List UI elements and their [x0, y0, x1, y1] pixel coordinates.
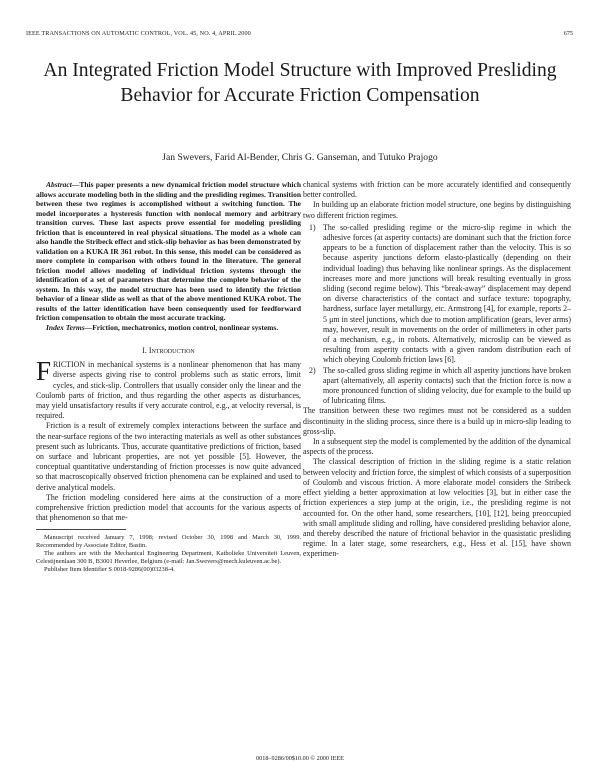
- footnote-pii: Publisher Item Identifier S 0018-9286(00)03238-4.: [44, 566, 175, 574]
- abstract: [36, 180, 301, 323]
- index-terms: [36, 323, 301, 333]
- abstract-label: Abstract—: [46, 180, 80, 189]
- intro-paragraph-3: The friction modeling considered here aims at the construction of a more comprehensive friction prediction model that accounts for the various aspects of that phenomenon so that me-: [36, 492, 301, 523]
- page-number: 675: [563, 30, 573, 37]
- footnote-received: Manuscript received January 7, 1998; revised October 30, 1998 and March 30, 1999. Recommended by Associate Editor, Bastin.: [36, 534, 301, 550]
- list-item-text: The so-called presliding regime or the micro-slip regime in which the adhesive forces (at asperity contacts) are dominant such that the friction force appears to be a function of displacement rather than the velocity. This is so because asperity junctions deform elasto-plastically (depending on their individual loading) thus behaving like nonlinear springs. As the displacement increases more and more junctions will break resulting eventually in gross sliding (second regime below). This “break-away” displacement may depend on diverse characteristics of the contact and surface texture: topography, hardness, surface layer metallurgy, etc. Armstrong [4], for example, reports 2–5 μm in steel junctions, which due to motion amplification (gears, lever arms) may, however, result in movements on the order of millimeters in other parts of a mechanism, e.g., in robots. Alternatively, microslip can be viewed as resulting from asperity contacts with a given random distribution each of which obeying Coulomb friction laws [6].: [323, 222, 571, 365]
- right-paragraph-0: chanical systems with friction can be more accurately identified and consequently better controlled.: [303, 180, 571, 200]
- abstract-text: This paper presents a new dynamical friction model structure which allows accurate modeling both in the sliding and the presliding regimes. Transition between these two regimes is accomplished without a switching function. The model incorporates a hysteresis function with nonlocal memory and arbitrary transition curves. These last aspects prove essential for modeling presliding friction that is encountered in real physical situations. The model as a whole can also handle the Stribeck effect and stick-slip behavior as has been demonstrated by validation on a KUKA IR 361 robot. In this sense, this model can be considered as more complete in comparison with others found in the literature. The general friction model allows modeling of individual friction systems through the identification of a set of parameters that determine the complete behavior of the system. In this way, the model structure has been used to identify the friction behavior of a linear slide as well as that of the above mentioned KUKA robot. The results of the latter identification have been consequently used for feedforward friction compensation to obtain the most accurate tracking.: [36, 180, 301, 322]
- regime-list: [303, 223, 571, 407]
- author-list: Jan Swevers, Farid Al-Bender, Chris G. Ganseman, and Tutuko Prajogo: [162, 152, 438, 163]
- copyright-footer: 0018–9286/00$10.00 © 2000 IEEE: [256, 755, 344, 762]
- section-number: I.: [142, 346, 147, 355]
- list-item: [303, 223, 571, 366]
- index-terms-text: Friction, mechatronics, motion control, nonlinear systems.: [92, 322, 279, 332]
- list-item-number: 2): [309, 365, 316, 375]
- right-column: [303, 180, 571, 560]
- section-heading: [36, 346, 301, 356]
- right-paragraph-2: The transition between these two regimes must not be considered as a sudden discontinuity in the sliding process, since there is a build up in micro-slip leading to gross-slip.: [303, 406, 571, 436]
- index-terms-label: Index Terms—: [46, 322, 93, 332]
- intro-p1-text: RICTION in mechanical systems is a nonlinear phenomenon that has many diverse aspects giving rise to control problems such as static errors, limit cycles, and stick-slip. Controllers that usually consider only the linear and the Coulomb parts of friction, and thus regarding the other aspects as disturbances, may yield unsatisfactory results if very accurate control, e.g., at velocity reversal, is required.: [36, 360, 301, 421]
- list-item-text: The so-called gross sliding regime in which all asperity junctions have broken apart (alternatively, all asperity contacts) such that the friction force is now a more pronounced function of sliding velocity, due for example to the build up of lubricating films.: [323, 365, 571, 406]
- section-title: Introduction: [148, 346, 195, 355]
- drop-cap: F: [36, 356, 52, 387]
- intro-paragraph-2: Friction is a result of extremely complex interactions between the surface and the near-surface regions of the two interacting materials as well as other substances present such as lubricants. Thus, accurate quantitative predictions of friction, based on surface and lubricant properties, are not yet possible [5]. However, the conceptual quantitative understanding of friction processes is now quite advanced so that macroscopically observed friction phenomena can be explained and used to derive analytical models.: [36, 421, 301, 492]
- paper-title: An Integrated Friction Model Structure with Improved Presliding Behavior for Accurate Friction Compensation: [43, 60, 557, 106]
- right-paragraph-4: The classical description of friction in the sliding regime is a static relation between velocity and friction force, the simplest of which consists of a superposition of Coulomb and viscous friction. A more elaborate model considers the Stribeck effect yielding a better approximation at low velocities [3], but in either case the friction experiences a step jump at the origin, i.e., the presliding regime is not accounted for. On the other hand, some researchers, [10], [12], being preoccupied with small amplitude sliding and rolling, have considered presliding behavior alone, and thereby described the nature of frictional behavior in the quasistatic presliding regime. In a later stage, some researchers, e.g., Hess et al. [15], have shown experimen-: [303, 457, 571, 559]
- running-header: IEEE TRANSACTIONS ON AUTOMATIC CONTROL, VOL. 45, NO. 4, APRIL 2000: [26, 30, 251, 37]
- footnote: [36, 534, 301, 574]
- left-column: [36, 180, 301, 574]
- list-item: [303, 366, 571, 407]
- right-paragraph-1: In building up an elaborate friction model structure, one begins by distinguishing two different friction regimes.: [303, 200, 571, 220]
- intro-paragraph-1: [36, 356, 301, 421]
- right-paragraph-3: In a subsequent step the model is complemented by the addition of the dynamical aspects of the process.: [303, 437, 571, 457]
- list-item-number: 1): [309, 222, 316, 232]
- footnote-authors: The authors are with the Mechanical Engineering Department, Katholieke Universiteit Leuven, Celestijnenlaan 300 B, B3001 Heverlee, Belgium (e-mail: Jan.Swevers@mech.kuleuven.ac.be).: [36, 550, 301, 566]
